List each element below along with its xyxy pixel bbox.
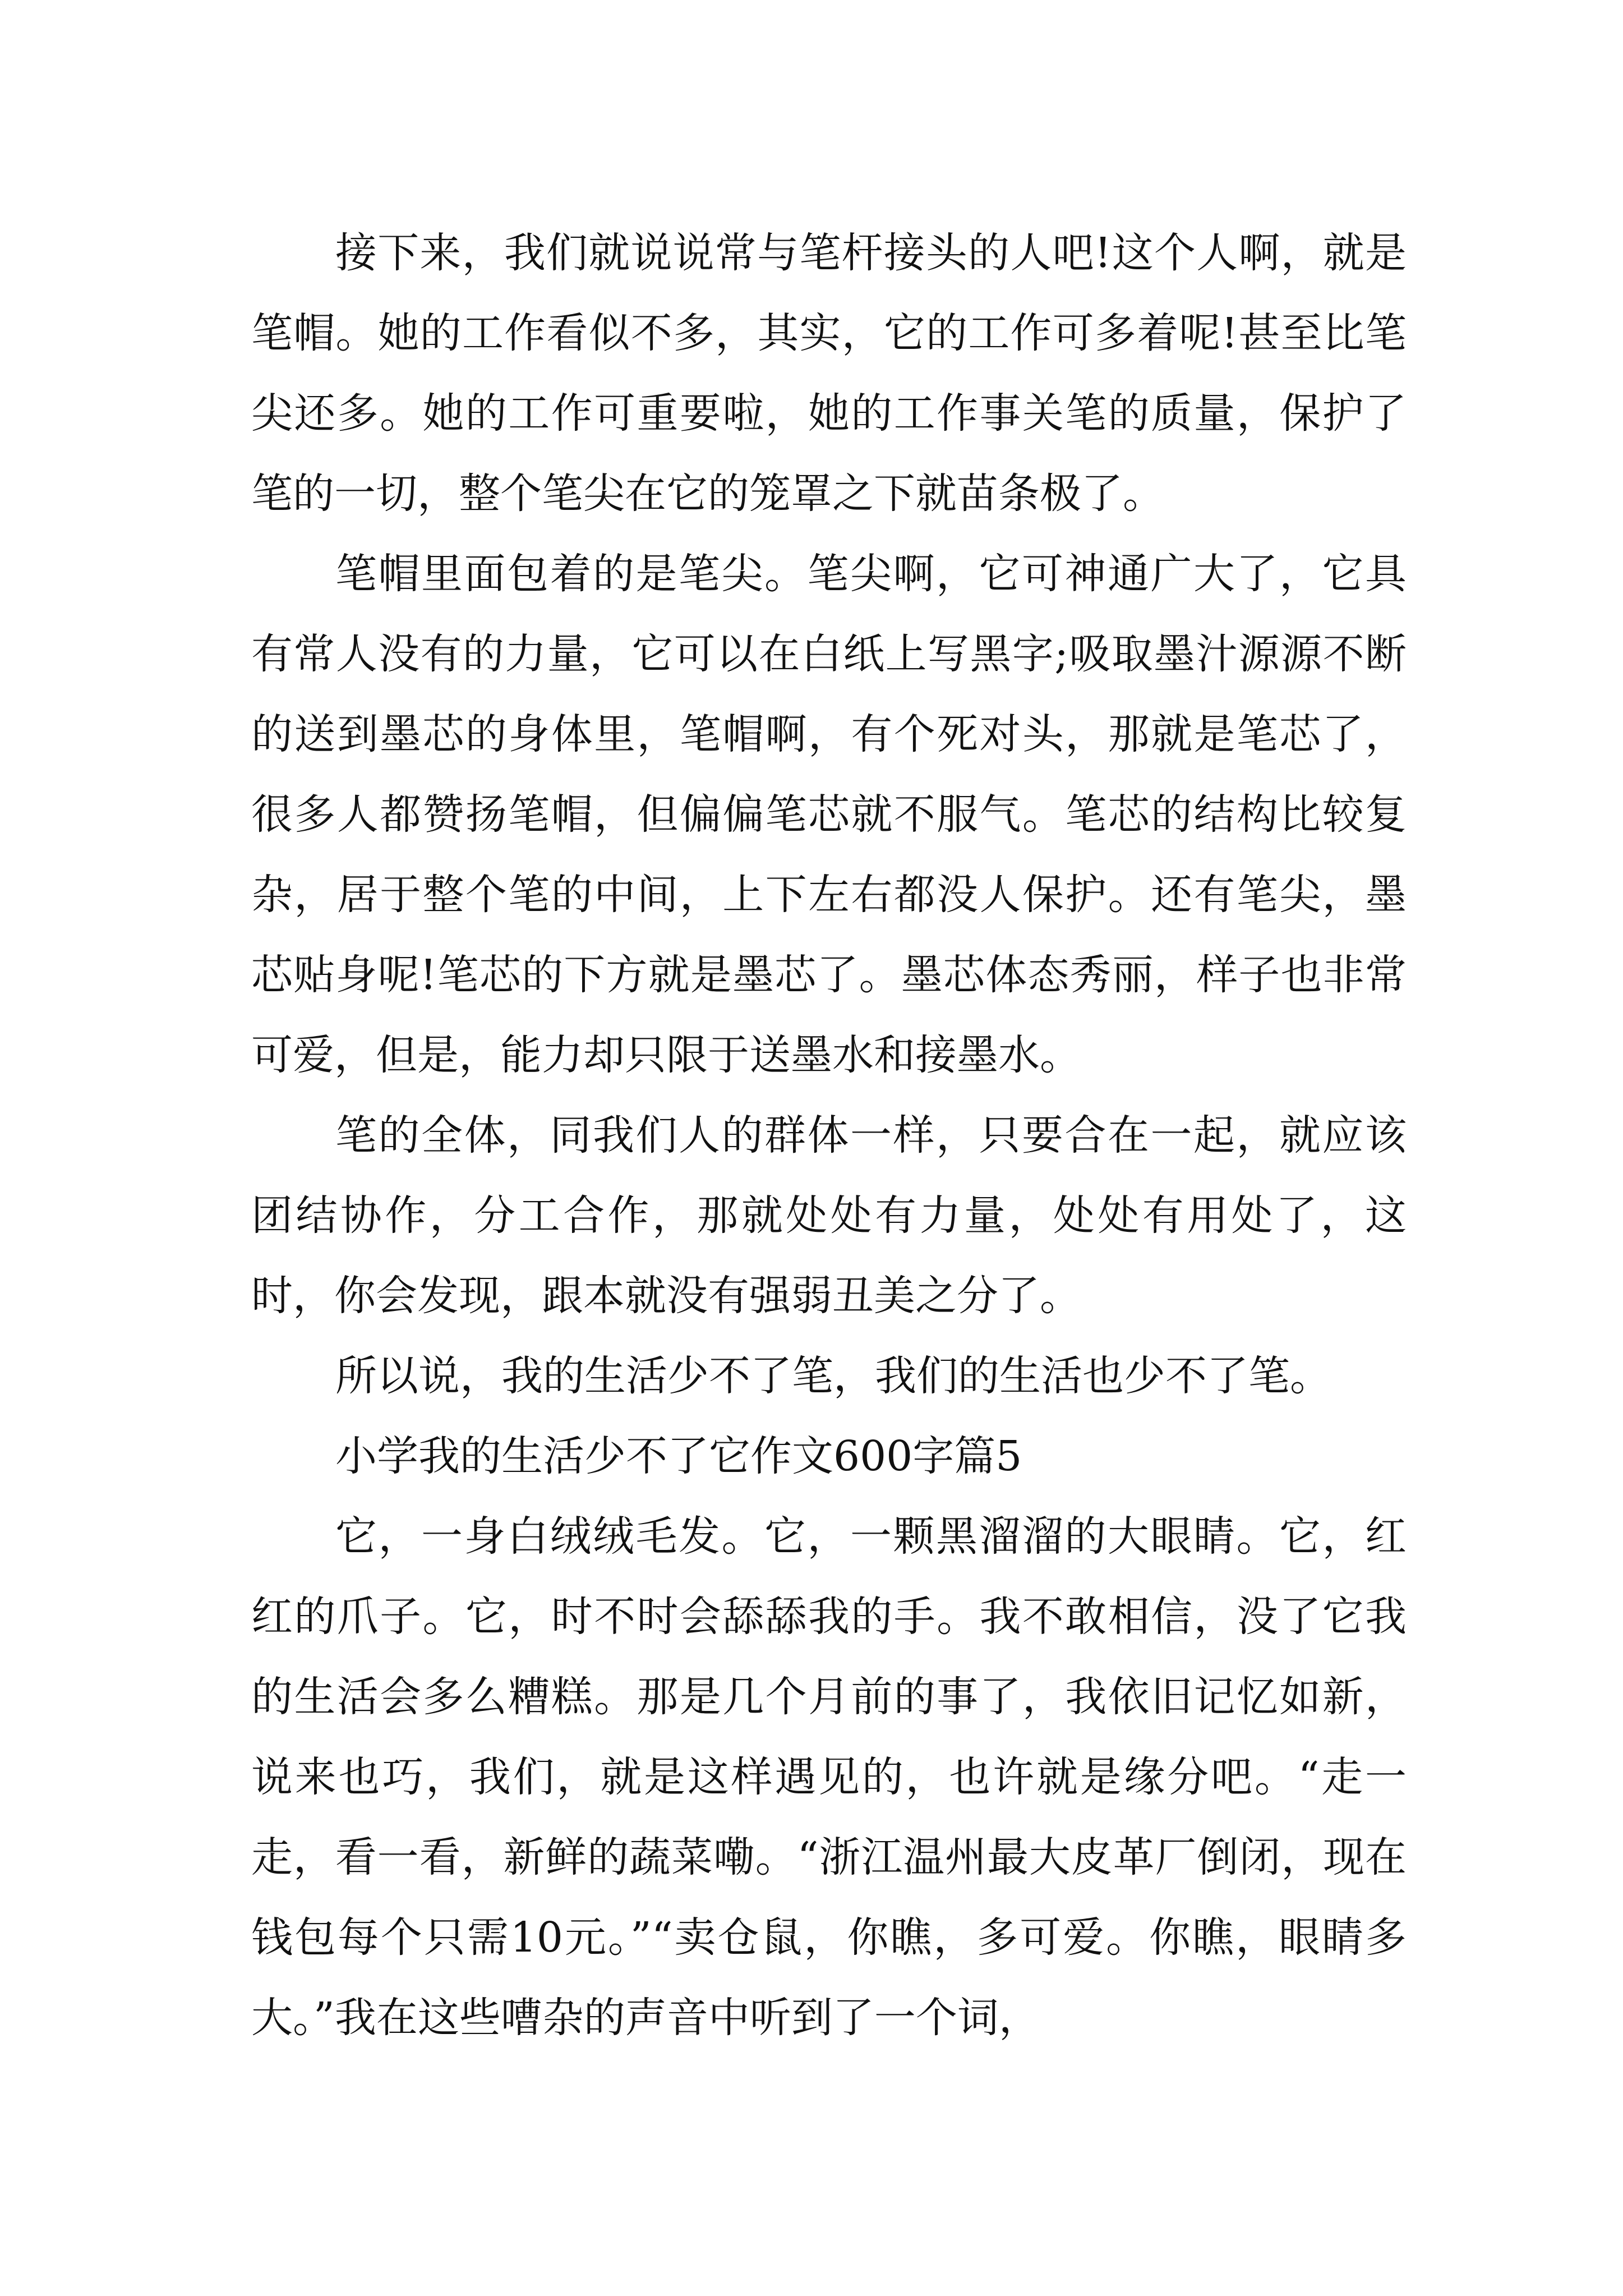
paragraph-pen-cap: 接下来，我们就说说常与笔杆接头的人吧!这个人啊，就是笔帽。她的工作看似不多，其实，它的工作可多着呢!甚至比笔尖还多。她的工作可重要啦，她的工作事关笔的质量，保护了笔的一切，整个笔尖在它的笼罩之下就苗条极了。 (251, 229, 1407, 518)
paragraph-pen-tip: 笔帽里面包着的是笔尖。笔尖啊，它可神通广大了，它具有常人没有的力量，它可以在白纸上写黑字;吸取墨汁源源不断的送到墨芯的身体里，笔帽啊，有个死对头，那就是笔芯了，很多人都赞扬笔帽，但偏偏笔芯就不服气。笔芯的结构比较复杂，居于整个笔的中间，上下左右都没人保护。还有笔尖，墨芯贴身呢!笔芯的下方就是墨芯了。墨芯体态秀丽，样子也非常可爱，但是，能力却只限于送墨水和接墨水。 (251, 550, 1407, 1079)
paragraph-hamster: 它，一身白绒绒毛发。它，一颗黑溜溜的大眼睛。它，红红的爪子。它，时不时会舔舔我的手。我不敢相信，没了它我的生活会多么糟糕。那是几个月前的事了，我依旧记忆如新，说来也巧，我们，就是这样遇见的，也许就是缘分吧。“走一走，看一看，新鲜的蔬菜嘞。“浙江温州最大皮革厂倒闭，现在钱包每个只需10元。”“卖仓鼠，你瞧，多可爱。你瞧，眼睛多大。”我在这些嘈杂的声音中听到了一个词， (251, 1512, 1407, 2042)
paragraph-pen-whole: 笔的全体，同我们人的群体一样，只要合在一起，就应该团结协作，分工合作，那就处处有力量，处处有用处了，这时，你会发现，跟本就没有强弱丑美之分了。 (251, 1111, 1407, 1320)
document-body (251, 213, 1407, 2058)
paragraph-conclusion: 所以说，我的生活少不了笔，我们的生活也少不了笔。 (335, 1352, 1331, 1400)
essay-heading: 小学我的生活少不了它作文600字篇5 (335, 1432, 1022, 1480)
